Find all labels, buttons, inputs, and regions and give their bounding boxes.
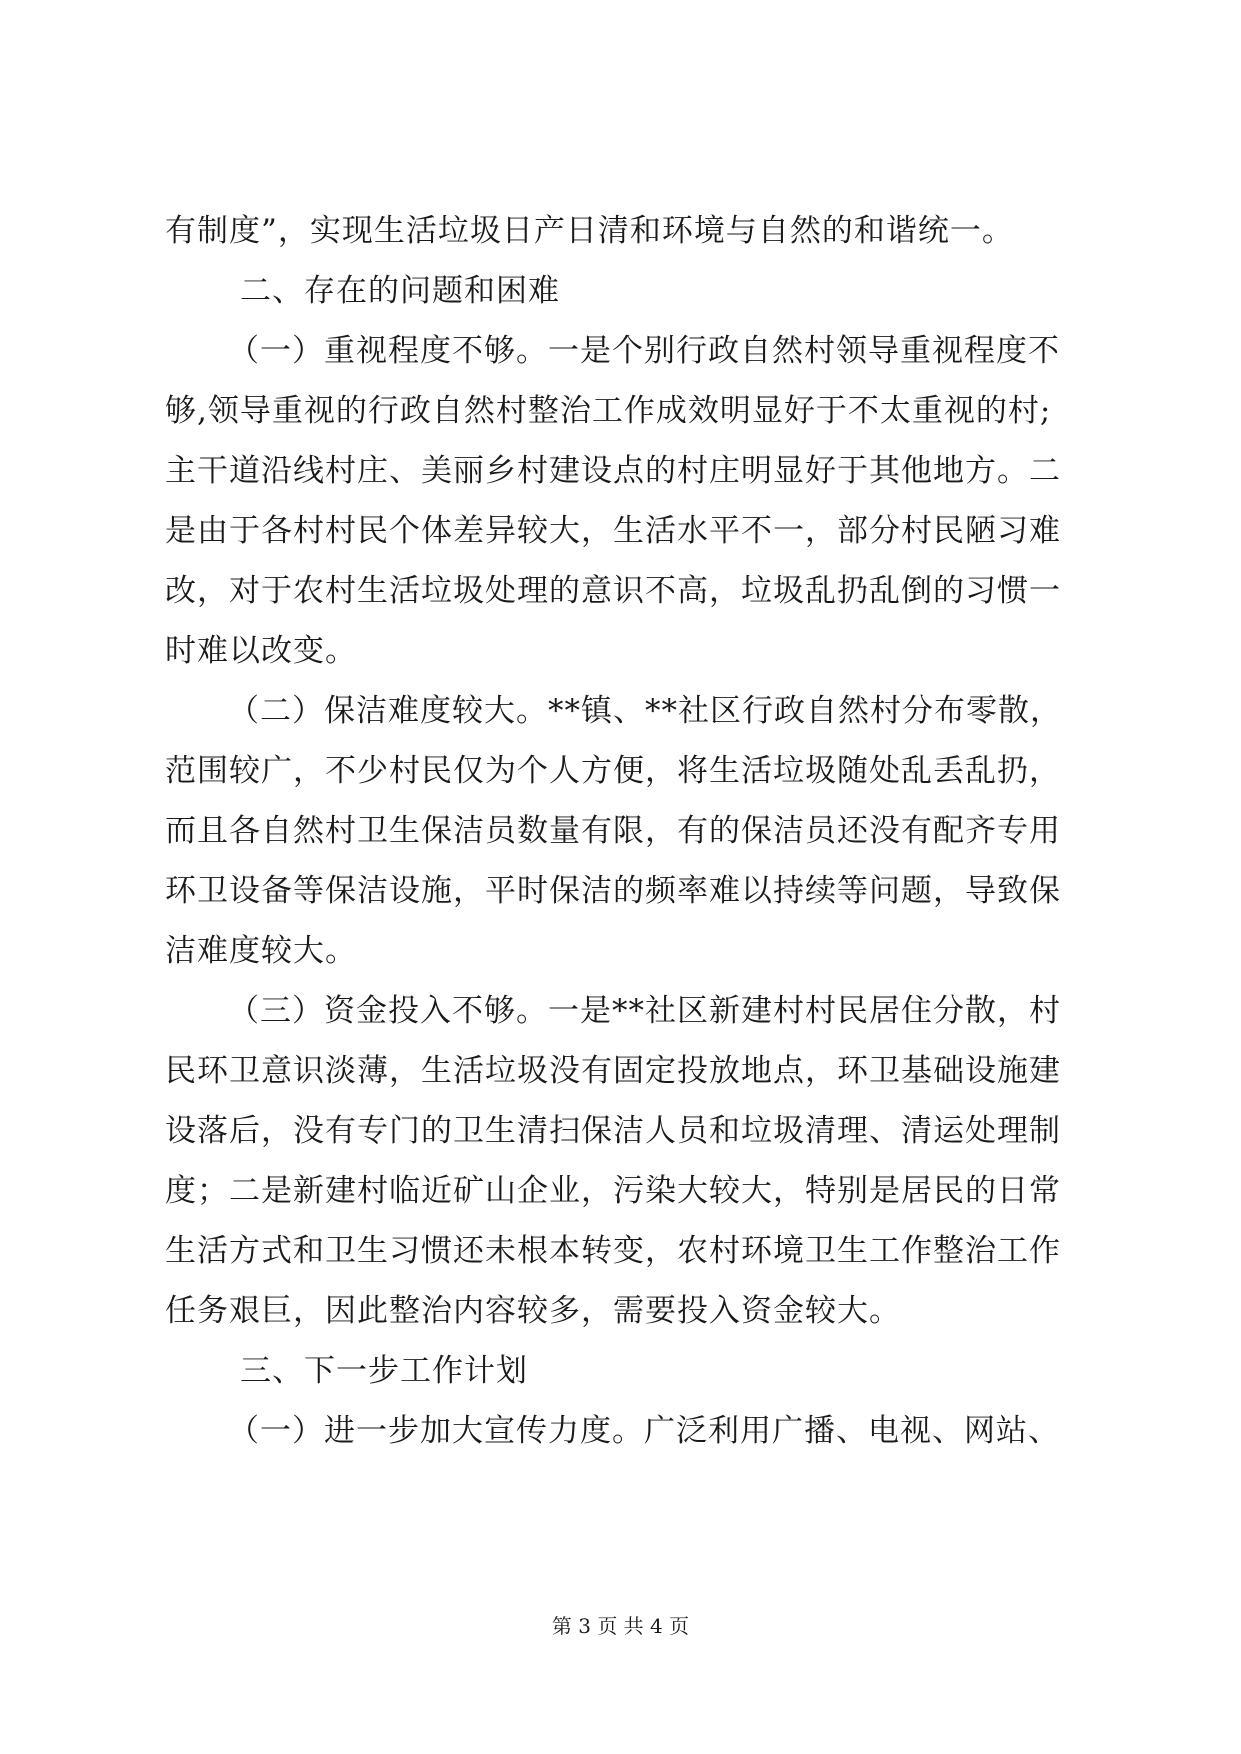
body-line-continuation: 有制度”，实现生活垃圾日产日清和环境与自然的和谐统一。 xyxy=(165,213,1014,249)
paragraph-1-line: 是由于各村村民个体差异较大，生活水平不一，部分村民陋习难 xyxy=(165,513,1061,549)
paragraph-1-line: 改，对于农村生活垃圾处理的意识不高，垃圾乱扔乱倒的习惯一 xyxy=(165,573,1061,609)
paragraph-3-line: 民环卫意识淡薄，生活垃圾没有固定投放地点，环卫基础设施建 xyxy=(165,1053,1061,1089)
paragraph-2-line: （二）保洁难度较大。**镇、**社区行政自然村分布零散， xyxy=(228,693,1062,729)
paragraph-3-line: 任务艰巨，因此整治内容较多，需要投入资金较大。 xyxy=(165,1293,901,1329)
paragraph-1-line: （一）重视程度不够。一是个别行政自然村领导重视程度不 xyxy=(228,333,1060,369)
paragraph-2-line: 范围较广，不少村民仅为个人方便，将生活垃圾随处乱丢乱扔， xyxy=(165,753,1061,789)
paragraph-3-line: 生活方式和卫生习惯还未根本转变，农村环境卫生工作整治工作 xyxy=(165,1233,1061,1269)
section-heading-problems: 二、存在的问题和困难 xyxy=(240,273,560,309)
paragraph-2-line: 而且各自然村卫生保洁员数量有限，有的保洁员还没有配齐专用 xyxy=(165,813,1061,849)
page-footer: 第 3 页 共 4 页 xyxy=(551,1614,690,1638)
paragraph-3-line: （三）资金投入不够。一是**社区新建村村民居住分散，村 xyxy=(228,993,1061,1029)
paragraph-2-line: 环卫设备等保洁设施，平时保洁的频率难以持续等问题，导致保 xyxy=(165,873,1061,909)
paragraph-2-line: 洁难度较大。 xyxy=(165,933,357,969)
paragraph-1-line: 够,领导重视的行政自然村整治工作成效明显好于不太重视的村; xyxy=(165,393,1052,429)
paragraph-1-line: 时难以改变。 xyxy=(165,633,357,669)
section-heading-next-steps: 三、下一步工作计划 xyxy=(240,1353,528,1389)
paragraph-4-line: （一）进一步加大宣传力度。广泛利用广播、电视、网站、 xyxy=(228,1413,1060,1449)
paragraph-3-line: 设落后，没有专门的卫生清扫保洁人员和垃圾清理、清运处理制 xyxy=(165,1113,1061,1149)
paragraph-1-line: 主干道沿线村庄、美丽乡村建设点的村庄明显好于其他地方。二 xyxy=(165,453,1061,489)
paragraph-3-line: 度；二是新建村临近矿山企业，污染大较大，特别是居民的日常 xyxy=(165,1173,1061,1209)
